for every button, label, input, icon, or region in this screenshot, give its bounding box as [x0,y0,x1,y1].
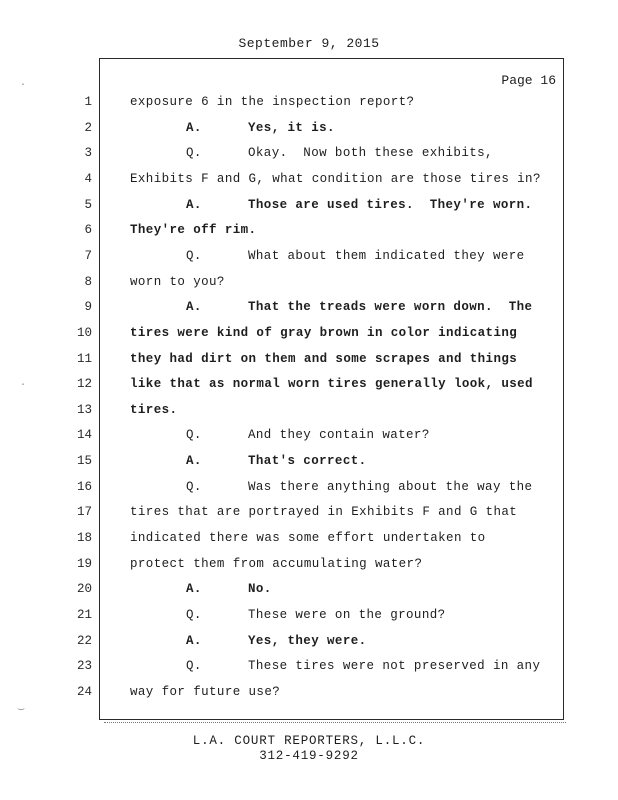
answer-label: A. [186,120,202,135]
testimony-answer-text: tires were kind of gray brown in color indicating [130,325,518,340]
line-number: 23 [76,659,92,674]
reporter-phone: 312-419-9292 [259,749,359,763]
line-number: 3 [84,146,92,161]
testimony-answer-text: No. [248,582,272,597]
frame-bottom-shadow [104,719,566,723]
transcript-date: September 9, 2015 [238,36,380,51]
line-number: 15 [76,454,92,469]
answer-label: A. [186,633,202,648]
line-number: 20 [76,582,92,597]
testimony-question-text: These tires were not preserved in any [248,659,541,674]
testimony-answer-text: Yes, it is. [248,120,335,135]
line-number: 24 [76,684,92,699]
testimony-question-text: tires that are portrayed in Exhibits F and G that [130,505,518,520]
line-number: 9 [84,300,92,315]
question-label: Q. [186,659,202,674]
line-number: 10 [76,325,92,340]
testimony-answer-text: they had dirt on them and some scrapes and things [130,351,518,366]
line-number: 4 [84,171,92,186]
testimony-question-text: Exhibits F and G, what condition are those tires in? [130,171,541,186]
testimony-answer-text: Yes, they were. [248,633,367,648]
testimony-question-text: What about them indicated they were [248,248,525,263]
line-number: 5 [84,197,92,212]
question-label: Q. [186,608,202,622]
line-number: 1 [84,95,92,109]
question-label: Q. [186,428,202,443]
scan-mark: · [20,80,27,91]
testimony-question-text: worn to you? [130,274,225,289]
testimony-question-text: And they contain water? [248,428,430,443]
scan-mark: · [20,380,27,391]
line-number: 11 [76,351,92,366]
line-number: 17 [76,505,92,520]
testimony-answer-text: like that as normal worn tires generally look, used [130,377,533,392]
answer-label: A. [186,197,202,212]
testimony-question-text: Was there anything about the way the [248,479,533,494]
question-label: Q. [186,479,202,494]
line-number: 2 [84,120,92,135]
testimony-question-text: protect them from accumulating water? [130,556,423,571]
testimony-question-text: exposure 6 in the inspection report? [130,95,415,109]
line-number: 22 [76,633,92,648]
scan-mark: ‿ [18,701,25,712]
line-number: 8 [84,274,92,289]
reporter-company: L.A. COURT REPORTERS, L.L.C. [192,734,426,748]
answer-label: A. [186,582,202,597]
line-number: 18 [76,531,92,546]
line-number: 19 [76,556,92,571]
testimony-answer-text: That's correct. [248,454,367,469]
answer-label: A. [186,300,202,315]
line-number: 13 [76,402,92,417]
page-number: Page 16 [501,73,556,88]
line-number: 12 [76,377,92,392]
testimony-answer-text: tires. [130,402,178,417]
line-number: 16 [76,479,92,494]
question-label: Q. [186,146,202,161]
testimony-question-text: way for future use? [130,684,281,699]
line-number: 21 [76,608,92,622]
testimony-answer-text: That the treads were worn down. The [248,300,533,315]
testimony-question-text: indicated there was some effort undertaken to [130,531,486,546]
testimony-question-text: Okay. Now both these exhibits, [248,146,493,161]
testimony-answer-text: They're off rim. [130,223,257,238]
line-number: 6 [84,223,92,238]
answer-label: A. [186,454,202,469]
testimony-question-text: These were on the ground? [248,608,446,622]
line-number: 14 [76,428,92,443]
line-number: 7 [84,248,92,263]
question-label: Q. [186,248,202,263]
testimony-answer-text: Those are used tires. They're worn. [248,197,533,212]
